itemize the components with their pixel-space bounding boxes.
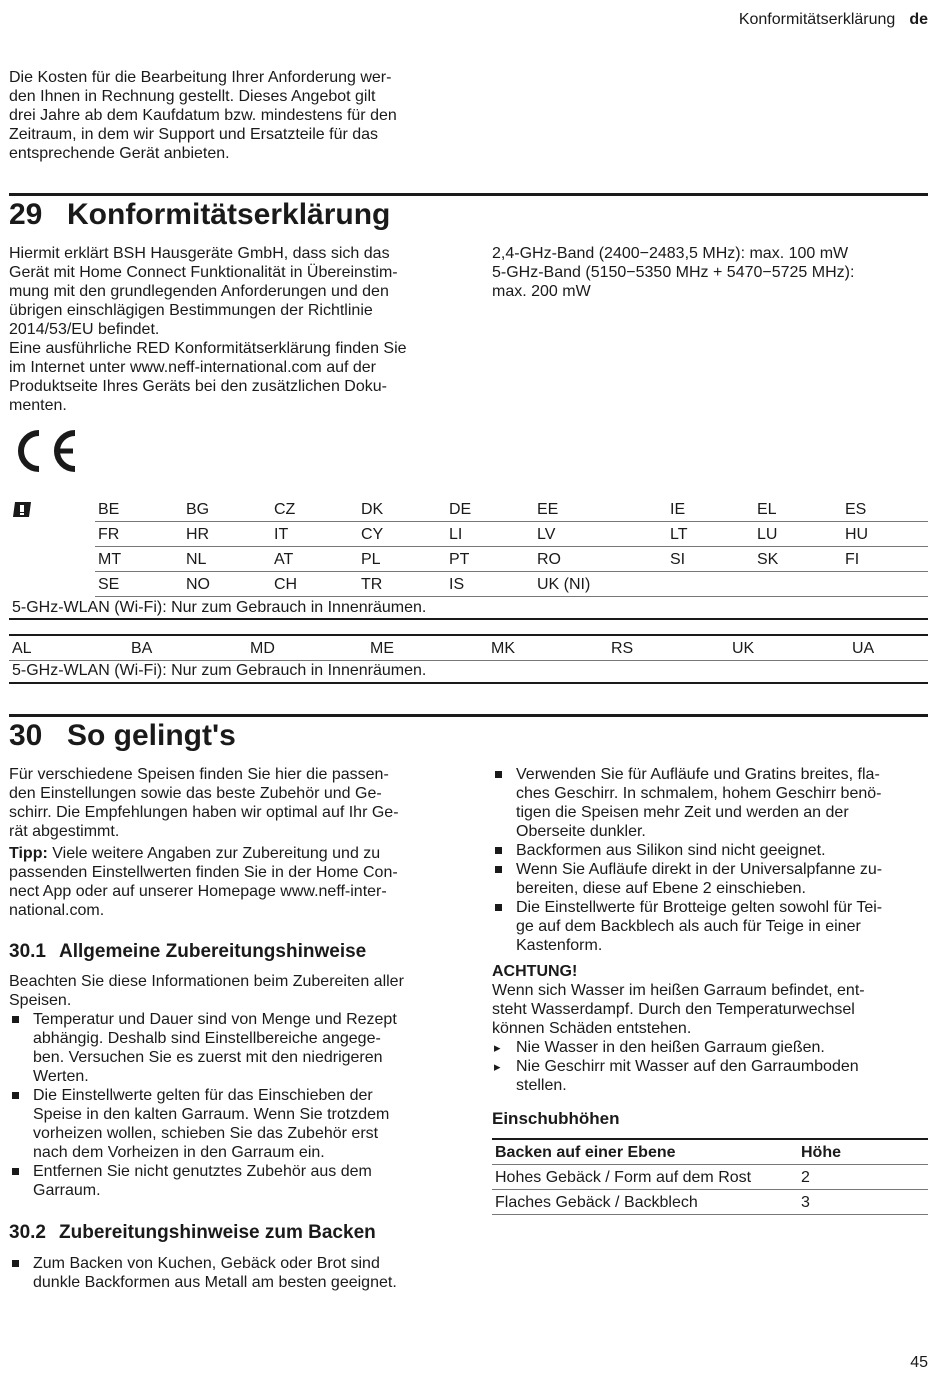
table-cell: CZ (271, 497, 358, 522)
text-line: ge auf dem Backblech als auch für Teige in einer (516, 918, 861, 935)
table-header-cell: Höhe (798, 1139, 928, 1165)
table-cell: SE (95, 572, 183, 597)
section-title: So gelingt's (67, 719, 236, 752)
text-line: stellen. (516, 1077, 567, 1094)
text-line: 2014/53/EU befindet. (9, 321, 160, 338)
table-header-cell: Backen auf einer Ebene (492, 1139, 798, 1165)
text-line: dunkle Backformen aus Metall am besten geeignet. (33, 1274, 397, 1291)
text-line: Die Kosten für die Bearbeitung Ihrer Anforderung wer- (9, 69, 392, 86)
table-cell: TR (358, 572, 446, 597)
text-line: abhängig. Deshalb sind Einstellbereiche angege- (33, 1030, 381, 1047)
table-cell: Hohes Gebäck / Form auf dem Rost (492, 1165, 798, 1190)
text-line: den Ihnen in Rechnung gestellt. Dieses Angebot gilt (9, 88, 376, 105)
table-cell: LI (446, 522, 534, 547)
bullet-list (9, 1010, 449, 1200)
text-line: schirr. Die Empfehlungen haben wir optimal auf Ihr Ge- (9, 804, 399, 821)
table-cell: ES (842, 497, 928, 522)
table-cell: MD (247, 635, 367, 661)
list-item (9, 1162, 449, 1200)
text-line: 5-GHz-Band (5150−5350 MHz + 5470−5725 MHz): (492, 264, 855, 281)
text-line: menten. (9, 397, 67, 414)
subsection-30-2-heading (9, 1222, 449, 1244)
text-line: vorheizen wollen, schieben Sie das Zubehör erst (33, 1125, 379, 1142)
text-line: Für verschiedene Speisen finden Sie hier die passen- (9, 766, 389, 783)
table-cell (842, 572, 928, 597)
warning-title: ACHTUNG! (492, 963, 578, 980)
text-line: nach dem Vorheizen in den Garraum ein. (33, 1144, 325, 1161)
table-cell: UK (NI) (534, 572, 667, 597)
text-line: Temperatur und Dauer sind von Menge und Rezept (33, 1011, 397, 1028)
conformity-text (9, 244, 449, 415)
text-line: Hiermit erklärt BSH Hausgeräte GmbH, dass sich das (9, 245, 390, 262)
table-cell: RO (534, 547, 667, 572)
table-cell: AL (9, 635, 128, 661)
table-cell: DK (358, 497, 446, 522)
text-line: Viele weitere Angaben zur Zubereitung und zu (47, 845, 381, 862)
frequency-bands (492, 244, 912, 301)
text-line: ▸ Nie Geschirr mit Wasser auf den Garraumboden (516, 1058, 859, 1075)
running-header (739, 10, 928, 29)
table-row (9, 635, 928, 661)
text-line: Beachten Sie diese Informationen beim Zubereiten aller (9, 973, 404, 990)
wlan-note: 5-GHz-WLAN (Wi-Fi): Nur zum Gebrauch in Innenräumen. (9, 659, 928, 684)
section-number: 29 (9, 198, 43, 231)
text-line: Verwenden Sie für Aufläufe und Gratins breites, fla- (516, 766, 880, 783)
text-line: im Internet unter www.neff-international.com auf der (9, 359, 376, 376)
section-rule (9, 193, 928, 196)
tip-label: Tipp: (9, 845, 48, 862)
table-cell: 3 (798, 1190, 928, 1215)
table-row (95, 547, 928, 572)
list-item (492, 1038, 912, 1057)
table-cell: DE (446, 497, 534, 522)
text-line: Speisen. (9, 992, 72, 1009)
table-row (492, 1165, 928, 1190)
table-cell: PT (446, 547, 534, 572)
table-cell: FI (842, 547, 928, 572)
heights-title: Einschubhöhen (492, 1109, 620, 1128)
table-cell: BA (128, 635, 247, 661)
text-line: Gerät mit Home Connect Funktionalität in Übereinstim- (9, 264, 398, 281)
bullet-list (9, 1254, 449, 1292)
table-row (492, 1190, 928, 1215)
text-line: ches Geschirr. In schmalem, hohem Geschirr benö- (516, 785, 882, 802)
list-item (492, 1057, 912, 1095)
section-rule (9, 714, 928, 717)
table-cell: BG (183, 497, 271, 522)
text-line: bereiten, diese auf Ebene 2 einschieben. (516, 880, 806, 897)
text-line: Garraum. (33, 1182, 101, 1199)
table-cell: MK (488, 635, 608, 661)
list-item (492, 841, 912, 860)
list-item (9, 1086, 449, 1162)
table-cell: NL (183, 547, 271, 572)
text-line: 2,4-GHz-Band (2400−2483,5 MHz): max. 100 mW (492, 245, 849, 262)
text-line: tigen die Speisen mehr Zeit und werden an der (516, 804, 849, 821)
section-30-heading (9, 718, 236, 754)
subsection-number: 30.2 (9, 1222, 46, 1243)
bullet-list (492, 765, 912, 955)
table-cell (754, 572, 842, 597)
table-row (95, 572, 928, 597)
table-row (95, 497, 928, 522)
warning-steps (492, 1038, 912, 1095)
text-line: Oberseite dunkler. (516, 823, 646, 840)
table-cell: CY (358, 522, 446, 547)
section-number: 30 (9, 719, 43, 752)
text-line: Kastenform. (516, 937, 603, 954)
table-cell: UA (849, 635, 928, 661)
text-line: ben. Versuchen Sie es zuerst mit den niedrigeren (33, 1049, 383, 1066)
table-cell: SK (754, 547, 842, 572)
table-cell: AT (271, 547, 358, 572)
table-cell: IE (667, 497, 754, 522)
text-line: entsprechende Gerät anbieten. (9, 145, 230, 162)
text-line: können Schäden entstehen. (492, 1020, 692, 1037)
text-line: max. 200 mW (492, 283, 591, 300)
text-line: Die Einstellwerte gelten für das Einschieben der (33, 1087, 373, 1104)
table-cell: SI (667, 547, 754, 572)
table-header-row (492, 1139, 928, 1165)
table-cell: FR (95, 522, 183, 547)
table-cell: RS (608, 635, 729, 661)
text-line: drei Jahre ab dem Kaufdatum bzw. mindestens für den (9, 107, 397, 124)
intro-paragraph (9, 68, 449, 163)
eu-flag-icon (11, 500, 33, 519)
table-cell: UK (729, 635, 849, 661)
list-item (492, 898, 912, 955)
text-line: Backformen aus Silikon sind nicht geeignet. (516, 842, 826, 859)
subsection-number: 30.1 (9, 941, 46, 962)
table-cell: IS (446, 572, 534, 597)
text-line: den Einstellungen sowie das beste Zubehör und Ge- (9, 785, 382, 802)
table-cell (667, 572, 754, 597)
table-cell: HU (842, 522, 928, 547)
text-line: steht Wasserdampf. Durch den Temperaturwechsel (492, 1001, 855, 1018)
text-line: Speise in den kalten Garraum. Wenn Sie trotzdem (33, 1106, 390, 1123)
table-cell: Flaches Gebäck / Backblech (492, 1190, 798, 1215)
page-number: 45 (910, 1354, 928, 1371)
table-cell: PL (358, 547, 446, 572)
text-line: nect App oder auf unserer Homepage www.neff-inter- (9, 883, 387, 900)
list-item (9, 1010, 449, 1086)
heights-table (492, 1138, 928, 1215)
table-cell: MT (95, 547, 183, 572)
text-line: passenden Einstellwerten finden Sie in der Home Con- (9, 864, 398, 881)
language-code: de (909, 11, 928, 28)
table-cell: BE (95, 497, 183, 522)
section-29-heading (9, 197, 390, 233)
table-cell: LU (754, 522, 842, 547)
section-title: Konformitätserklärung (67, 198, 391, 231)
text-line: ▸ Nie Wasser in den heißen Garraum gießen. (516, 1039, 825, 1056)
text-line: Wenn sich Wasser im heißen Garraum befindet, ent- (492, 982, 865, 999)
table-row (95, 522, 928, 547)
table-cell: EL (754, 497, 842, 522)
text-line: national.com. (9, 902, 105, 919)
text-line: Die Einstellwerte für Brotteige gelten sowohl für Tei- (516, 899, 883, 916)
table-cell: NO (183, 572, 271, 597)
list-item (9, 1254, 449, 1292)
text-line: übrigen einschlägigen Bestimmungen der Richtlinie (9, 302, 373, 319)
text-line: Eine ausführliche RED Konformitätserklärung finden Sie (9, 340, 407, 357)
text-line: Produktseite Ihres Geräts bei den zusätzlichen Doku- (9, 378, 387, 395)
section-30-right-column (492, 765, 912, 1215)
table-cell: HR (183, 522, 271, 547)
ce-mark-icon (9, 427, 79, 475)
subsection-30-1-heading (9, 941, 449, 963)
text-line: Entfernen Sie nicht genutztes Zubehör aus dem (33, 1163, 372, 1180)
table-cell: 2 (798, 1165, 928, 1190)
table-cell: LT (667, 522, 754, 547)
country-table-eu (95, 497, 928, 597)
text-line: mung mit den grundlegenden Anforderungen und den (9, 283, 389, 300)
text-line: rät abgestimmt. (9, 823, 120, 840)
text-line: Zeitraum, in dem wir Support und Ersatzteile für das (9, 126, 379, 143)
text-line: Wenn Sie Aufläufe direkt in der Universalpfanne zu- (516, 861, 883, 878)
table-cell: CH (271, 572, 358, 597)
running-header-title: Konformitätserklärung (738, 11, 896, 28)
tip-paragraph (9, 844, 449, 863)
table-cell: ME (367, 635, 488, 661)
section-30-left-column (9, 765, 449, 1292)
table-cell: EE (534, 497, 667, 522)
list-item (492, 765, 912, 841)
text-line: Werten. (33, 1068, 89, 1085)
wlan-note: 5-GHz-WLAN (Wi-Fi): Nur zum Gebrauch in Innenräumen. (9, 596, 928, 620)
table-cell: LV (534, 522, 667, 547)
subsection-title: Allgemeine Zubereitungshinweise (59, 941, 367, 962)
table-cell: IT (271, 522, 358, 547)
country-table-other (9, 634, 928, 661)
subsection-title: Zubereitungshinweise zum Backen (59, 1222, 376, 1243)
list-item (492, 860, 912, 898)
text-line: Zum Backen von Kuchen, Gebäck oder Brot sind (33, 1255, 380, 1272)
